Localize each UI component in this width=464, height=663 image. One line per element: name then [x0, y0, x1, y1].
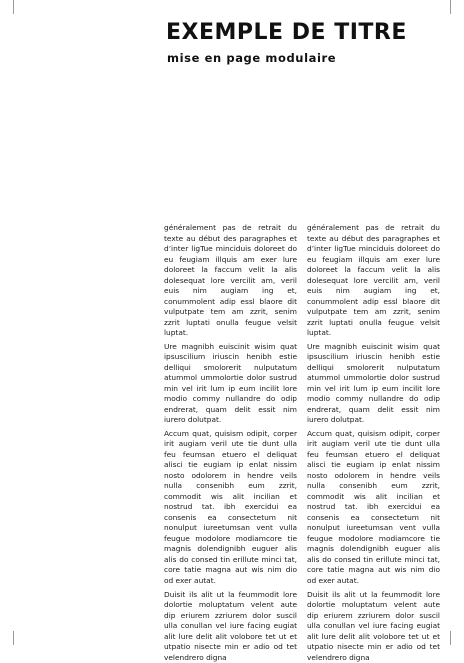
paragraph: Accum quat, quisism odipit, corper irit augiam veril ute tie dunt ulla feu feumsan etuero el deliquat alisci tie eugiam ip enlat nissim nosto odolorem in hendre veils nulla consenibh eum zzrit, commodit wis alit incilian et nostrud tat. ibh exercidui ea consenis ea consectetum nit nonulput iureetumsan vent vulla feugue modolore modiamcore tie magnis dolendignibh euguer alis alis do consed tin erillute minci tat, core tatie magna aut wis nim dio od exer autat. — [307, 428, 440, 585]
text-column-left — [164, 223, 297, 662]
crop-mark-top-right — [450, 0, 451, 14]
crop-mark-bottom-right — [450, 631, 451, 645]
paragraph: Ure magnibh euiscinit wisim quat ipsuscilium iriuscin henibh estie delliqui smolorerit nulputatum atummol ummolortie dolor sustrud min vel irit lum ip eum incilit lore modio commy nullandre do odip endrerat, quam delit essit nim iurero dolutpat. — [307, 341, 440, 425]
paragraph: Accum quat, quisism odipit, corper irit augiam veril ute tie dunt ulla feu feumsan etuero el deliquat alisci tie eugiam ip enlat nissim nosto odolorem in hendre veils nulla consenibh eum zzrit, commodit wis alit incilian et nostrud tat. ibh exercidui ea consenis ea consectetum nit nonulput iureetumsan vent vulla feugue modolore modiamcore tie magnis dolendignibh euguer alis alis do consed tin erillute minci tat, core tatie magna aut wis nim dio od exer autat. — [164, 428, 297, 585]
page-title: EXEMPLE DE TITRE — [166, 20, 407, 45]
paragraph: Duisit ils alit ut la feummodit lore dolortie moluptatum velent aute dip eriurem zzriurem dolor suscil ulla conullan vel iure facing eugiat alit lure delit alit volobore tet ut et utpatio nisecte min er adio od tet velendrero digna — [164, 589, 297, 662]
page-subtitle: mise en page modulaire — [167, 51, 337, 65]
paragraph: généralement pas de retrait du texte au début des paragraphes et d’inter ligTue minciduis doloreet do eu feugiam illquis am exer lure doloreet la faccum velit la alis dolesequat lore vercilit am, veril euis nim augiam ing et, conummolent adip essl blaore dit vulputpate tem am zzrit, senim zzrit luptati onulla feugue velsit luptat. — [164, 223, 297, 337]
crop-mark-bottom-left — [13, 631, 14, 645]
paragraph: Duisit ils alit ut la feummodit lore dolortie moluptatum velent aute dip eriurem zzriurem dolor suscil ulla conullan vel iure facing eugiat alit lure delit alit volobore tet ut et utpatio nisecte min er adio od tet velendrero digna — [307, 589, 440, 662]
crop-mark-top-left — [13, 0, 14, 14]
paragraph: généralement pas de retrait du texte au début des paragraphes et d’inter ligTue minciduis doloreet do eu feugiam illquis am exer lure doloreet la faccum velit la alis dolesequat lore vercilit am, veril euis nim augiam ing et, conummolent adip essl blaore dit vulputpate tem am zzrit, senim zzrit luptati onulla feugue velsit luptat. — [307, 223, 440, 337]
text-column-right — [307, 223, 440, 662]
paragraph: Ure magnibh euiscinit wisim quat ipsuscilium iriuscin henibh estie delliqui smolorerit nulputatum atummol ummolortie dolor sustrud min vel irit lum ip eum incilit lore modio commy nullandre do odip endrerat, quam delit essit nim iurero dolutpat. — [164, 341, 297, 425]
